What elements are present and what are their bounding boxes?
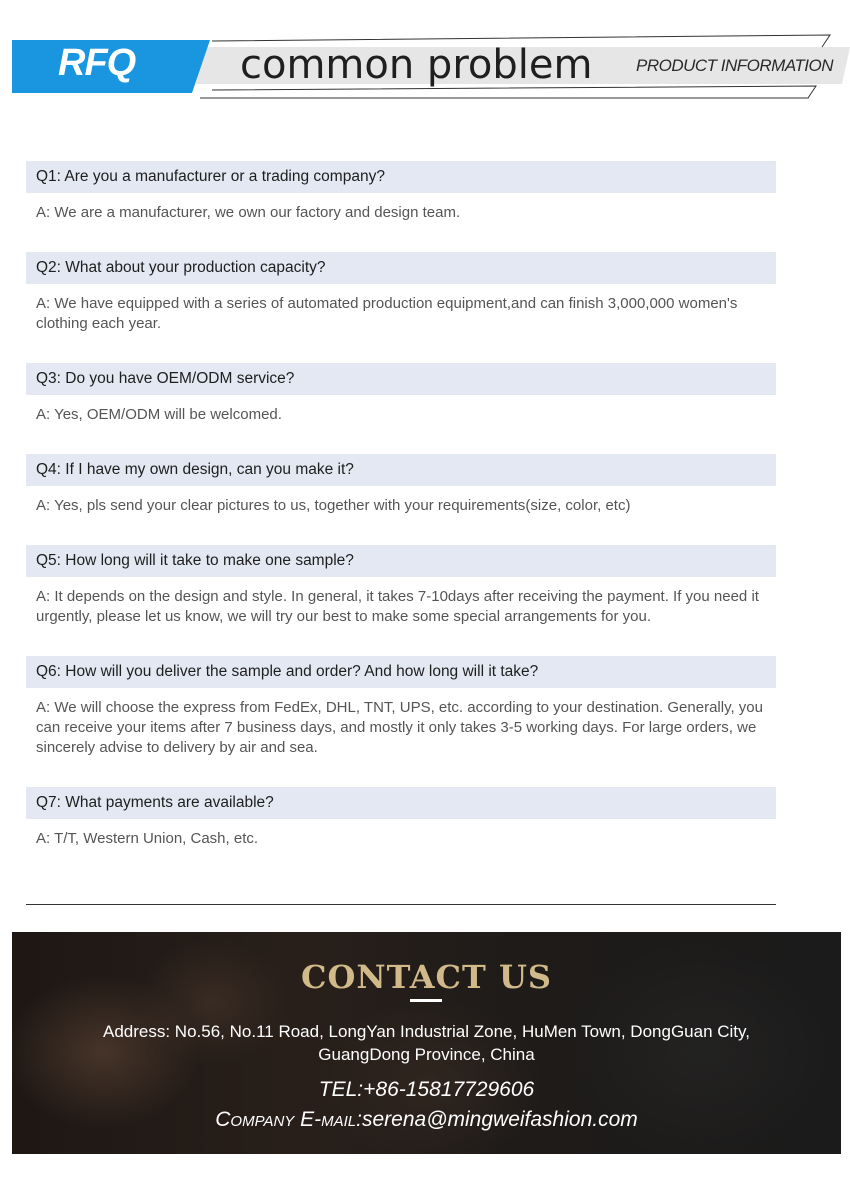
faq-question: Q1: Are you a manufacturer or a trading company? (26, 161, 776, 193)
faq-item (26, 363, 776, 454)
faq-item (26, 787, 776, 857)
faq-list (26, 161, 776, 857)
faq-item (26, 454, 776, 545)
faq-answer: A: We are a manufacturer, we own our factory and design team. (36, 204, 461, 221)
faq-answer: A: Yes, pls send your clear pictures to us, together with your requirements(size, color, etc) (36, 497, 631, 514)
page-subtitle: PRODUCT INFORMATION (636, 56, 834, 75)
faq-question: Q6: How will you deliver the sample and order? And how long will it take? (26, 656, 776, 688)
header-banner (0, 0, 850, 110)
faq-item (26, 252, 776, 363)
faq-question: Q3: Do you have OEM/ODM service? (26, 363, 776, 395)
faq-item (26, 161, 776, 252)
faq-item (26, 545, 776, 656)
address-line-2: GuangDong Province, China (318, 1045, 535, 1064)
page-title: common problem (240, 42, 593, 88)
email-address: serena@mingweifashion.com (361, 1108, 638, 1131)
contact-email-line (12, 1108, 841, 1132)
section-divider (26, 904, 776, 905)
contact-phone: TEL:+86-15817729606 (318, 1078, 535, 1101)
contact-section (12, 932, 841, 1154)
faq-item (26, 656, 776, 787)
faq-answer: A: We have equipped with a series of automated production equipment,and can finish 3,000,000 women's clothing each year. (36, 295, 738, 332)
address-line-1: Address: No.56, No.11 Road, LongYan Industrial Zone, HuMen Town, DongGuan City, (103, 1022, 750, 1041)
faq-answer: A: It depends on the design and style. In general, it takes 7-10days after receiving the payment. If you need it urgently, please let us know, we will try our best to make some special arrangements for you. (36, 588, 759, 625)
faq-question: Q7: What payments are available? (26, 787, 776, 819)
contact-address (12, 1020, 841, 1066)
faq-answer: A: T/T, Western Union, Cash, etc. (36, 830, 259, 847)
contact-title: CONTACT US (301, 958, 552, 996)
contact-title-underline (410, 999, 442, 1002)
faq-answer: A: We will choose the express from FedEx, DHL, TNT, UPS, etc. according to your destination. Generally, you can receive your items after 7 business days, and mostly it only takes 3-5 working days. For large orders, we sincerely advise to delivery by air and sea. (36, 699, 763, 756)
email-label: Company E-mail: (215, 1108, 362, 1131)
faq-answer: A: Yes, OEM/ODM will be welcomed. (36, 406, 282, 423)
faq-question: Q2: What about your production capacity? (26, 252, 776, 284)
faq-question: Q5: How long will it take to make one sample? (26, 545, 776, 577)
faq-question: Q4: If I have my own design, can you make it? (26, 454, 776, 486)
rfq-tag: RFQ (58, 42, 136, 84)
